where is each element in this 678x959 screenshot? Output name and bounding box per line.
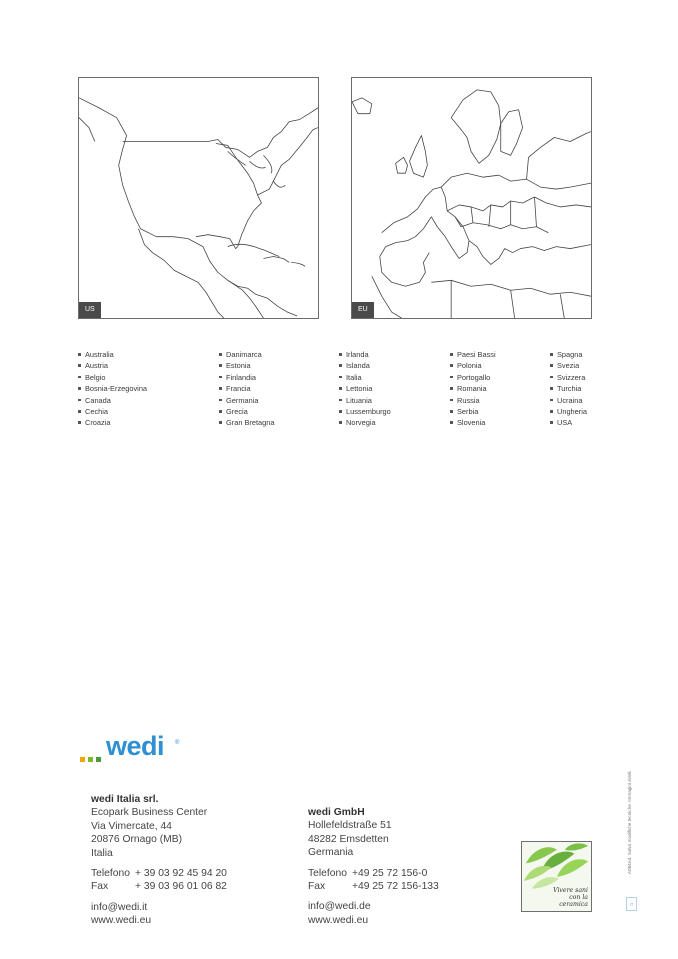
company-name: wedi GmbH — [308, 807, 365, 818]
map-label-eu: EU — [352, 302, 374, 318]
country-item: Serbia — [450, 406, 496, 417]
eu-map — [351, 77, 592, 319]
country-item: Austria — [78, 360, 147, 371]
country-item: Svizzera — [550, 372, 587, 383]
country-item: Italia — [339, 372, 391, 383]
country-item: Francia — [219, 383, 274, 394]
country-item: Lussemburgo — [339, 406, 391, 417]
fax-row — [91, 880, 227, 893]
country-item: Canada — [78, 395, 147, 406]
country-list-column — [450, 349, 496, 429]
address-line: Via Vimercate, 44 — [91, 820, 172, 832]
country-item: USA — [550, 417, 587, 428]
phone-label: Telefono — [308, 867, 347, 879]
address-line: 48282 Emsdetten — [308, 833, 389, 845]
country-item: Germania — [219, 395, 274, 406]
phone-row — [91, 867, 227, 880]
country-list-column — [219, 349, 274, 429]
country-item: Portogallo — [450, 372, 496, 383]
country-item: Ungheria — [550, 406, 587, 417]
logo-dot-icon — [96, 757, 101, 762]
logo-dot-icon — [88, 757, 93, 762]
fax-label: Fax — [91, 881, 109, 893]
email-link[interactable]: info@wedi.it — [91, 901, 148, 913]
country-item: Gran Bretagna — [219, 417, 274, 428]
country-item: Turchia — [550, 383, 587, 394]
contact-block-italy — [91, 793, 227, 928]
fax-number: + 39 03 96 01 06 82 — [135, 881, 227, 893]
country-item: Slovenia — [450, 417, 496, 428]
address-line: Italia — [91, 847, 113, 859]
country-item: Lettonia — [339, 383, 391, 394]
country-item: Irlanda — [339, 349, 391, 360]
fax-number: +49 25 72 156-133 — [352, 881, 439, 893]
country-item: Paesi Bassi — [450, 349, 496, 360]
country-item: Spagna — [550, 349, 587, 360]
ceramica-badge — [521, 841, 592, 912]
country-item: Australia — [78, 349, 147, 360]
badge-line: Vivere sani — [553, 887, 588, 894]
email-link[interactable]: info@wedi.de — [308, 901, 371, 913]
country-item: Cechia — [78, 406, 147, 417]
contact-block-germany — [308, 806, 439, 927]
logo-registered-mark: ® — [175, 740, 180, 746]
map-label-us: US — [79, 302, 101, 318]
logo-wordmark: wedi — [106, 731, 165, 761]
web-link[interactable]: www.wedi.eu — [91, 915, 152, 927]
country-list-column — [78, 349, 147, 429]
fax-label: Fax — [308, 881, 326, 893]
country-item: Danimarca — [219, 349, 274, 360]
north-america-outline — [79, 78, 318, 318]
country-item: Polonia — [450, 360, 496, 371]
legal-note: A084A4. Salvo modifiche tecniche. Immagini simili. — [627, 770, 632, 874]
address-line: 20876 Ornago (MB) — [91, 834, 183, 846]
phone-row — [308, 867, 439, 880]
country-item: Belgio — [78, 372, 147, 383]
country-item: Norvegia — [339, 417, 391, 428]
address-line: Germania — [308, 847, 354, 859]
country-item: Lituania — [339, 395, 391, 406]
badge-line: con la — [569, 894, 588, 901]
country-item: Croazia — [78, 417, 147, 428]
country-list-column — [550, 349, 587, 429]
europe-outline — [352, 78, 591, 318]
wedi-logo — [80, 731, 190, 765]
address-line: Hollefeldstraße 51 — [308, 820, 392, 832]
country-item: Svezia — [550, 360, 587, 371]
phone-label: Telefono — [91, 868, 130, 880]
badge-text — [553, 887, 588, 908]
web-link[interactable]: www.wedi.eu — [308, 914, 369, 926]
fax-row — [308, 880, 439, 893]
country-item: Romania — [450, 383, 496, 394]
company-name: wedi Italia srl. — [91, 794, 159, 805]
country-item: Russia — [450, 395, 496, 406]
us-map — [78, 77, 319, 319]
badge-line: ceramica — [559, 901, 588, 908]
country-item: Estonia — [219, 360, 274, 371]
country-item: Ucraina — [550, 395, 587, 406]
country-item: Islanda — [339, 360, 391, 371]
country-item: Grecia — [219, 406, 274, 417]
phone-number: +49 25 72 156-0 — [352, 867, 428, 879]
logo-dot-icon — [80, 757, 85, 762]
address-line: Ecopark Business Center — [91, 807, 208, 819]
page-mark: IT — [626, 897, 637, 911]
country-item: Bosnia-Erzegovina — [78, 383, 147, 394]
country-list-column — [339, 349, 391, 429]
country-item: Finlandia — [219, 372, 274, 383]
phone-number: + 39 03 92 45 94 20 — [135, 868, 227, 880]
